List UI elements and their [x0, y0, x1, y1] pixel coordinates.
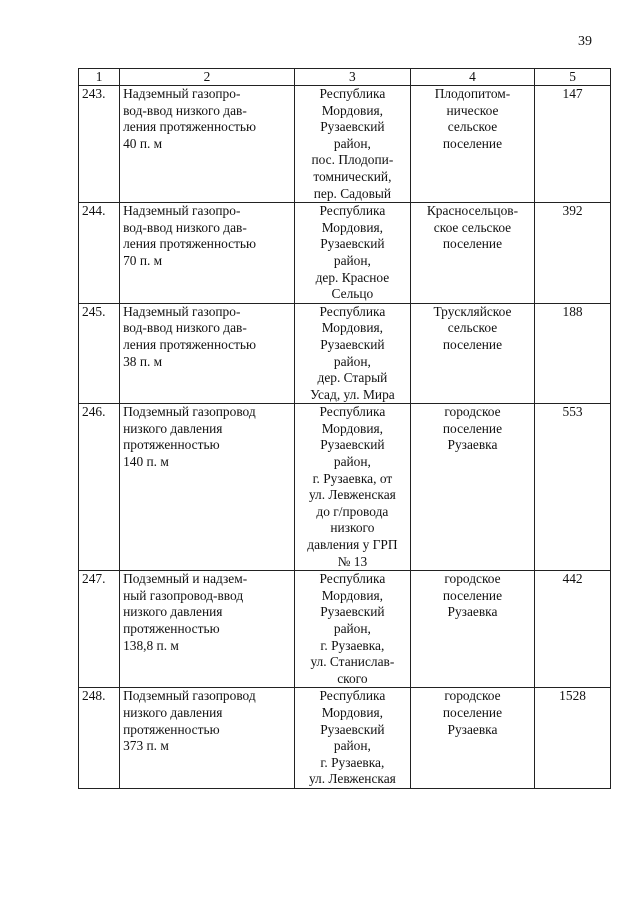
object-name-line: Надземный газопро- [123, 86, 241, 101]
settlement-line: Рузаевка [447, 437, 498, 453]
object-name-cell [120, 571, 295, 688]
location-line: Рузаевский [320, 721, 385, 737]
location-line: Рузаевский [320, 236, 385, 252]
location-line: Рузаевский [320, 437, 385, 453]
settlement-line: поселение [442, 135, 503, 151]
location-line: Республика [319, 571, 386, 587]
location-line: г. Рузаевка, [320, 637, 385, 653]
object-name-line: вод-ввод низкого дав- [123, 102, 247, 118]
settlement-cell [410, 404, 534, 571]
object-name-line: 38 п. м [123, 353, 163, 369]
location-line: г. Рузаевка, от [312, 470, 393, 486]
object-name-line: протяженностью [123, 621, 220, 636]
location-line: до г/провода [316, 503, 389, 519]
settlement-cell [410, 688, 534, 789]
settlement-line: сельское [447, 320, 498, 336]
location-line: Рузаевский [320, 336, 385, 352]
object-name-cell [120, 688, 295, 789]
settlement-cell [410, 203, 534, 304]
location-line: томнический, [313, 168, 392, 184]
settlement-line: Красносельцов- [426, 203, 519, 219]
location-line: дер. Старый [317, 370, 388, 386]
location-line: низкого [330, 520, 375, 536]
object-name-line: вод-ввод низкого дав- [123, 320, 247, 336]
location-line: Сельцо [331, 286, 374, 302]
settlement-cell [410, 86, 534, 203]
object-name-cell [120, 303, 295, 404]
location-line: район, [333, 454, 371, 470]
object-name-line: 373 п. м [123, 738, 169, 754]
location-line: Республика [319, 303, 386, 319]
object-name-line: ления протяженностью [123, 236, 257, 252]
object-name-line: ления протяженностью [123, 336, 257, 352]
location-line: район, [333, 738, 371, 754]
location-cell [294, 404, 410, 571]
location-line: г. Рузаевка, [320, 754, 385, 770]
object-name-line: Надземный газопро- [123, 303, 241, 319]
value-cell: 147 [535, 86, 611, 203]
location-line: ул. Левженская [308, 771, 396, 787]
row-number: 243. [79, 86, 120, 203]
object-name-line: протяженностью [123, 437, 220, 453]
settlement-line: поселение [442, 704, 503, 720]
location-line: Рузаевский [320, 604, 385, 620]
location-line: Республика [319, 86, 386, 101]
object-name-line: протяженностью [123, 721, 220, 737]
table-row [79, 404, 611, 571]
settlement-cell [410, 571, 534, 688]
column-header-5: 5 [535, 69, 611, 86]
location-line: район, [333, 252, 371, 268]
location-line: район, [333, 135, 371, 151]
location-line: Усад, ул. Мира [310, 386, 395, 402]
location-line: пер. Садовый [313, 185, 392, 201]
value-cell: 1528 [535, 688, 611, 789]
object-name-line: 140 п. м [123, 454, 169, 470]
location-line: ул. Левженская [308, 487, 396, 503]
location-line: район, [333, 621, 371, 636]
location-line: дер. Красное [315, 269, 390, 285]
location-line: Республика [319, 688, 386, 704]
settlement-line: поселение [442, 236, 503, 252]
object-name-line: Надземный газопро- [123, 203, 241, 219]
location-cell [294, 303, 410, 404]
row-number: 248. [79, 688, 120, 789]
object-name-line: ления протяженностью [123, 119, 257, 135]
property-registry-table [78, 68, 611, 789]
value-cell: 553 [535, 404, 611, 571]
location-cell [294, 688, 410, 789]
location-cell [294, 571, 410, 688]
row-number: 246. [79, 404, 120, 571]
table-row [79, 688, 611, 789]
location-line: район, [333, 353, 371, 369]
table-row [79, 203, 611, 304]
object-name-line: низкого давления [123, 420, 223, 436]
settlement-line: поселение [442, 420, 503, 436]
settlement-line: городское [444, 688, 501, 704]
location-line: Мордовия, [321, 320, 384, 336]
page-number: 39 [578, 34, 592, 49]
column-header-2: 2 [120, 69, 295, 86]
location-line: Мордовия, [321, 587, 384, 603]
value-cell: 442 [535, 571, 611, 688]
table-header-row [79, 69, 611, 86]
object-name-line: Подземный газопровод [123, 688, 256, 704]
table-row [79, 571, 611, 688]
location-line: Мордовия, [321, 219, 384, 235]
settlement-line: Рузаевка [447, 721, 498, 737]
settlement-line: сельское [447, 119, 498, 135]
location-line: Мордовия, [321, 704, 384, 720]
settlement-line: поселение [442, 587, 503, 603]
object-name-line: низкого давления [123, 704, 223, 720]
settlement-line: Рузаевка [447, 604, 498, 620]
object-name-line: Подземный и надзем- [123, 571, 248, 587]
object-name-line: 138,8 п. м [123, 637, 179, 653]
table-row [79, 86, 611, 203]
object-name-line: ный газопровод-ввод [123, 587, 244, 603]
object-name-line: 70 п. м [123, 252, 163, 268]
object-name-line: вод-ввод низкого дав- [123, 219, 247, 235]
location-cell [294, 203, 410, 304]
table-row [79, 303, 611, 404]
location-line: Рузаевский [320, 119, 385, 135]
value-cell: 392 [535, 203, 611, 304]
row-number: 245. [79, 303, 120, 404]
value-cell: 188 [535, 303, 611, 404]
object-name-cell [120, 404, 295, 571]
settlement-cell [410, 303, 534, 404]
settlement-line: Плодопитом- [434, 86, 511, 101]
row-number: 244. [79, 203, 120, 304]
location-line: Республика [319, 203, 386, 219]
settlement-line: городское [444, 571, 501, 587]
column-header-1: 1 [79, 69, 120, 86]
column-header-3: 3 [294, 69, 410, 86]
location-line: Мордовия, [321, 420, 384, 436]
settlement-line: ское сельское [433, 219, 512, 235]
object-name-cell [120, 203, 295, 304]
location-line: № 13 [337, 553, 368, 569]
column-header-4: 4 [410, 69, 534, 86]
location-line: ского [337, 670, 368, 686]
settlement-line: поселение [442, 336, 503, 352]
location-line: ул. Станислав- [310, 654, 395, 670]
object-name-line: 40 п. м [123, 135, 163, 151]
location-line: Мордовия, [321, 102, 384, 118]
row-number: 247. [79, 571, 120, 688]
table-body [79, 69, 611, 789]
location-line: Республика [319, 404, 386, 420]
object-name-line: низкого давления [123, 604, 223, 620]
settlement-line: Трускляйское [433, 303, 512, 319]
object-name-line: Подземный газопровод [123, 404, 256, 420]
settlement-line: ническое [446, 102, 499, 118]
settlement-line: городское [444, 404, 501, 420]
location-line: давления у ГРП [307, 537, 398, 553]
location-cell [294, 86, 410, 203]
object-name-cell [120, 86, 295, 203]
location-line: пос. Плодопи- [311, 152, 394, 168]
